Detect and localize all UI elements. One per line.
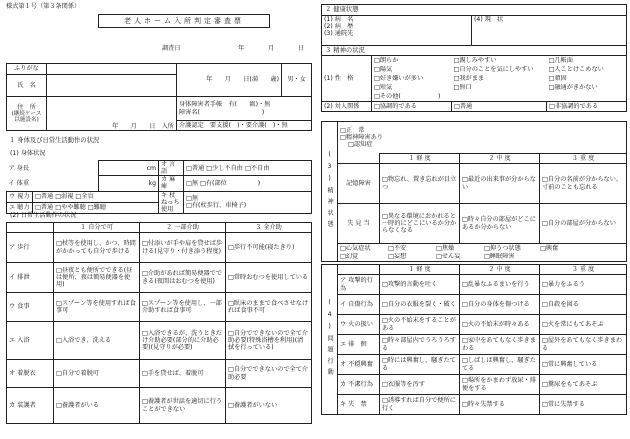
cane-opts[interactable]: □ 無 □ 有(杖歩行、車椅子) [184,191,312,213]
adl-option[interactable]: □ 付添いが手や肩を貸せば歩ける(見守り・付き添う程度) [140,233,226,263]
behavior-option[interactable]: □ 誘導すれば自分で便所に行く [380,395,460,415]
behavior-option[interactable]: □ 屋外をあてもなく歩きまわる [540,335,627,355]
symptom-row-1[interactable]: □ 心気症状□ 不安□ 焦燥□ 抑うつ状態□ 興奮 [338,244,627,253]
behavior-label: ウ 火の扱い [338,315,380,335]
memory-option[interactable]: □ 物忘れ、置き忘れが目立つ [380,164,460,204]
physical-table [6,160,312,214]
hospital-label: (3) 通院先 [324,30,354,38]
behavior-grade-2: ２ 中 度 [460,265,540,275]
adl-option[interactable]: □ 臥床のままで食べさせなければ食事不可 [226,293,312,322]
disorientation-option[interactable]: □ 時々自分の部屋がどこにあるか分からない [460,204,540,244]
behavior-label: エ 徘 徊 [338,335,380,355]
adl-row-meal [7,293,312,322]
behavior-option[interactable]: □ しばしば興奮し、騒ぎたてる [460,355,540,375]
adl-option[interactable]: □ 介助があれば簡易便器でできる(夜間はおむつを使用) [140,263,226,293]
memory-option[interactable]: □ 最近の出来事が分からない [460,164,540,204]
behavior-option[interactable]: □ 攻撃的言動を吐く [380,275,460,295]
adl-option[interactable]: □ 歩行不可能(寝たきり) [226,233,312,263]
trait-option[interactable]: □ 好き嫌いが多い [372,75,452,84]
behavior-option[interactable]: □ 自分の身体を傷つける [460,295,540,315]
adl-row-label: ア 歩行 [7,233,54,263]
disorientation-label: 失 見 当 [338,204,380,244]
behavior-grade-3: ３ 重 度 [540,265,627,275]
section1-title: １ 身体及び日常生活動作の状況 [9,137,100,144]
survey-day: 日 [298,45,305,52]
history-label: (2) 病 歴 [324,23,354,31]
height-label: ア 身長 [8,164,30,172]
mental-table [321,121,627,262]
adl-row-label: イ 排泄 [7,263,54,293]
behavior-option[interactable]: □ 家中をあてもなく歩きまわる [460,335,540,355]
mental-status-options[interactable]: □ 正 常 □ 精神障害あり □ 認知症 [338,122,627,154]
hearing-opts[interactable]: □ 普通 □ やや難聴 □ 難聴 [33,202,159,213]
survey-date-label: 調査日 [162,45,181,52]
adl-option[interactable]: □ 自分で着脱可 [54,360,140,388]
adl-row-walk [7,233,312,263]
vision-opts[interactable]: □ 普通 □ 弱視 □ 全盲 [33,191,159,202]
birth-date: 年 月 日(満 歳) [177,64,282,97]
disability-handbook: 身体障害者手帳 有( 級)・無 障害名( ) [177,97,312,121]
behavior-label: キ 失 禁 [338,395,380,415]
symptom-row-2[interactable]: □ 幻覚□ 妄想□ せん妄□ 睡眠障害 [338,253,627,262]
adl-row-label: オ 着脱衣 [7,360,54,388]
adl-option[interactable]: □ 自分でできないので全て介助必要(特殊浴槽を利用)(清拭を行っている) [226,322,312,360]
adl-option[interactable]: □ 養護者がいる [54,388,140,424]
trait-option[interactable]: □ 短気 [372,84,452,93]
behavior-option[interactable]: □ 常に失禁する [540,395,627,415]
speech-opts[interactable]: □ 普通 □ 少し不自由 □ 不自由 [184,161,312,176]
paralysis-opts[interactable]: □ 無 □ 有(部位 ) [184,176,312,191]
behavior-option[interactable]: □ 乱暴なふるまいを行う [460,275,540,295]
address-label: 住 所 (継続ケース以施設名) [7,97,47,131]
health-table [321,4,627,56]
adl-option[interactable]: □ 養護者が世話を適切に行うことができない [140,388,226,424]
behavior-option[interactable]: □ 衣服等を汚す [380,375,460,395]
behavior-table [321,264,627,415]
mental-grade-3: ３ 重 度 [540,154,627,164]
trait-option[interactable]: □ 融通がきかない [547,84,627,93]
form-title: 老人ホーム入所判定審査票 [98,14,270,28]
relation-option[interactable]: □ 非協調的である [547,102,627,112]
trait-option[interactable]: □ 我がまま [452,75,547,84]
behavior-option[interactable]: □ 常に興奮している [540,355,627,375]
section3-title: ３ 精神の状況 [322,46,627,56]
adl-row-bath [7,322,312,360]
cane-label: キ 杖ねっち使用 [159,191,184,213]
survey-month: 月 [268,45,275,52]
behavior-row [322,295,627,315]
relation-option[interactable]: □ 普通 [452,102,547,112]
speech-label: オ 言 語 [159,161,184,176]
vision-label: ウ 視力 [7,191,33,202]
adl-option[interactable]: □ 入浴でき、洗える [54,322,140,360]
adl-row-label: カ 装護者 [7,388,54,424]
behavior-option[interactable]: □ 時には興奮し、騒ぎたてる [380,355,460,375]
weight-unit: kg [99,176,159,191]
behavior-option[interactable]: □ 自殺を図る [540,295,627,315]
adl-option[interactable]: □ 自分でできないので全て介助必要 [226,360,312,388]
behavior-option[interactable]: □ 時々部屋内でうろうろする [380,335,460,355]
furigana-label: ふりがな [7,64,47,75]
behavior-row [322,335,627,355]
name-field[interactable] [47,75,177,97]
adl-option[interactable]: □ 入浴できるが、洗うときだけ介助必要(部分的に介助必要)(見守りが必要) [140,322,226,360]
trait-option[interactable]: □ 朗らか [372,56,452,66]
adl-option[interactable]: □ 手を貸せば、着脱可 [140,360,226,388]
trait-option[interactable]: □ 親しみやすい [452,56,547,66]
behavior-option[interactable]: □ 場所をかまわず放尿・排便をする [460,375,540,395]
behavior-label: カ 不潔行為 [338,375,380,395]
adl-row-label: ウ 食事 [7,293,54,322]
personality-label: (1) 性 格 [322,56,372,102]
trait-option[interactable]: □ 無口 [452,84,547,93]
trait-option[interactable]: □ その他( ) [372,93,452,102]
health-fields[interactable] [322,16,472,46]
memory-label: 記憶障害 [338,164,380,204]
behavior-section-label: (4)問題行動 [322,265,338,415]
memory-option[interactable]: □ 自分の名前が分からない、寸前のことも忘れる [540,164,627,204]
behavior-row [322,375,627,395]
disease-label: (1) 病 名 [324,16,354,23]
behavior-option[interactable]: □ 火の不始末をすることがある [380,315,460,335]
current-status[interactable]: (4) 現 状 [472,16,627,46]
behavior-label: オ 不穏興奮 [338,355,380,375]
adl-header-1: １ 自分で可 [54,223,140,233]
adl-option[interactable]: □ 常時おむつを使用している [226,263,312,293]
paralysis-label: カ 麻 痺 [159,176,184,191]
survey-year: 年 [238,45,245,52]
address-field[interactable] [47,97,177,131]
form-number: 様式第１号（第３条関係） [6,3,81,10]
behavior-option[interactable]: □ 暴力をふるう [540,275,627,295]
adl-table [6,222,312,424]
trait-option[interactable]: □ 人ことけこめない [547,66,627,75]
physical-subtitle: (1) 身体状況 [10,150,46,157]
adl-subtitle: (2) 日常生活動作の状況 [10,212,77,219]
behavior-label: ア 攻撃的行為 [338,275,380,295]
relation-label: (2) 対人関係 [322,102,372,112]
disorientation-option[interactable]: □ 異なる環境におかれると一時的にどこにいるか分からなくなる [380,204,460,244]
name-label: 氏 名 [7,75,47,97]
behavior-option[interactable]: □ 火の不始末が時々ある [460,315,540,335]
relation-option[interactable]: □ 協調的である [372,102,452,112]
behavior-option[interactable]: □ 火を常にもてあそぶ [540,315,627,335]
personal-info-table [6,63,312,131]
trait-option[interactable]: □ 几帳面 [547,56,627,66]
behavior-grade-1: １ 軽 度 [380,265,460,275]
adl-row-excretion [7,263,312,293]
furigana-field[interactable] [47,64,177,75]
disorientation-option[interactable]: □ 自分の部屋が分からない [540,204,627,244]
trait-option[interactable]: □ 自分のことを気にしやすい [452,66,547,75]
adl-corner [7,223,54,233]
mental-grade-1: １ 軽 度 [380,154,460,164]
trait-option[interactable]: □ 陽気 [372,66,452,75]
care-certification: 介護認定 要支援( )・要介護( )・無 [177,121,312,131]
adl-option[interactable]: □ 昼夜とも便所でできる(昼は便所、夜は簡易便器を使用) [54,263,140,293]
mental-section-label: (3)精神状態 [322,122,338,262]
adl-row-caregiver [7,388,312,424]
mental-grade-2: ２ 中 度 [460,154,540,164]
personality-table [321,55,627,112]
behavior-label: イ 自傷行為 [338,295,380,315]
adl-row-label: エ 入浴 [7,322,54,360]
weight-label: イ 体重 [8,179,30,187]
behavior-option[interactable]: □ 糞尿をもてあそぶ [540,375,627,395]
section2-title: ２ 健康状態 [322,5,627,16]
adl-option[interactable]: □ 杖等を使用し、かつ、時間がかかっても自分で歩ける [54,233,140,263]
adl-header-3: ３ 全介助 [226,223,312,233]
trait-option[interactable]: □ 頑固 [547,75,627,84]
adl-option[interactable]: □ 養護者がいない [226,388,312,424]
height-unit: cm [99,161,159,176]
behavior-option[interactable]: □ 自分の衣服を裂く・破く [380,295,460,315]
hearing-label: エ 聴力 [7,202,33,213]
behavior-option[interactable]: □ 時々失禁する [460,395,540,415]
admission-date: 年 月 日 入所 [112,122,174,130]
behavior-row [322,395,627,415]
adl-option[interactable]: □ スプーン等を使用すれば食事可 [54,293,140,322]
adl-row-dressing [7,360,312,388]
adl-header-2: ２ 一部介助 [140,223,226,233]
adl-option[interactable]: □ スプーン等を使用し、一部介助すれば食事可 [140,293,226,322]
behavior-row [322,355,627,375]
sex-field: 男・女 [282,64,312,97]
behavior-row [322,275,627,295]
behavior-row [322,315,627,335]
